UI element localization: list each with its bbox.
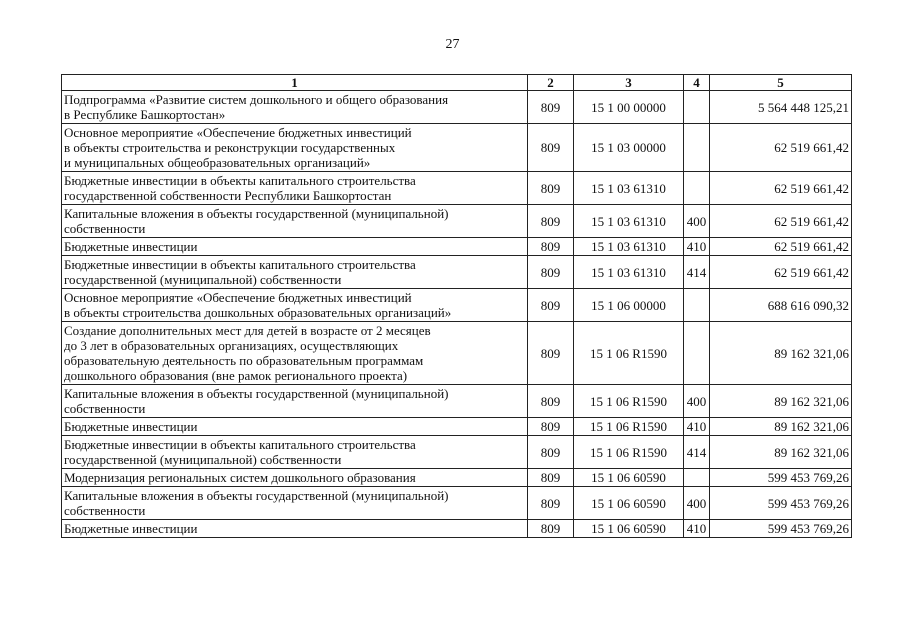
row-vr-cell: 400 [684, 487, 710, 520]
row-vr-cell [684, 469, 710, 487]
row-ved-cell: 809 [528, 520, 574, 538]
row-vr-cell: 410 [684, 238, 710, 256]
row-vr-cell [684, 289, 710, 322]
row-sum-cell: 89 162 321,06 [710, 436, 852, 469]
row-name-cell: Подпрограмма «Развитие систем дошкольного и общего образования в Республике Башкортостан» [62, 91, 528, 124]
row-sum-cell: 62 519 661,42 [710, 256, 852, 289]
row-sum-cell: 62 519 661,42 [710, 172, 852, 205]
table-row [62, 238, 852, 256]
table-body [62, 91, 852, 538]
table-row [62, 256, 852, 289]
row-name-cell: Основное мероприятие «Обеспечение бюджетных инвестиций в объекты строительства дошкольных образовательных организаций» [62, 289, 528, 322]
row-vr-cell [684, 172, 710, 205]
row-ved-cell: 809 [528, 238, 574, 256]
header-row [62, 75, 852, 91]
row-ved-cell: 809 [528, 469, 574, 487]
row-csr-cell: 15 1 06 60590 [574, 469, 684, 487]
row-csr-cell: 15 1 06 R1590 [574, 418, 684, 436]
row-vr-cell: 414 [684, 436, 710, 469]
table-row [62, 520, 852, 538]
row-vr-cell: 400 [684, 205, 710, 238]
row-sum-cell: 688 616 090,32 [710, 289, 852, 322]
row-vr-cell [684, 322, 710, 385]
row-vr-cell [684, 91, 710, 124]
row-ved-cell: 809 [528, 487, 574, 520]
row-ved-cell: 809 [528, 124, 574, 172]
table-row [62, 436, 852, 469]
row-name-cell: Бюджетные инвестиции [62, 418, 528, 436]
row-vr-cell: 414 [684, 256, 710, 289]
row-name-cell: Бюджетные инвестиции [62, 520, 528, 538]
header-col-4: 4 [684, 75, 710, 91]
row-name-cell: Создание дополнительных мест для детей в возрасте от 2 месяцев до 3 лет в образовательных организациях, осуществляющих образовательную деятельность по образовательным программам дошкольного образования (вне рамок регионального проекта) [62, 322, 528, 385]
row-name-cell: Основное мероприятие «Обеспечение бюджетных инвестиций в объекты строительства и реконструкции государственных и муниципальных общеобразовательных организаций» [62, 124, 528, 172]
table-row [62, 124, 852, 172]
header-col-5: 5 [710, 75, 852, 91]
row-name-cell: Бюджетные инвестиции в объекты капитального строительства государственной собственности Республики Башкортостан [62, 172, 528, 205]
table-row [62, 205, 852, 238]
row-sum-cell: 89 162 321,06 [710, 418, 852, 436]
table-row [62, 385, 852, 418]
table-row [62, 469, 852, 487]
row-sum-cell: 62 519 661,42 [710, 205, 852, 238]
row-csr-cell: 15 1 06 R1590 [574, 436, 684, 469]
table-row [62, 91, 852, 124]
row-csr-cell: 15 1 06 60590 [574, 520, 684, 538]
row-name-cell: Модернизация региональных систем дошкольного образования [62, 469, 528, 487]
table-row [62, 322, 852, 385]
row-sum-cell: 62 519 661,42 [710, 124, 852, 172]
row-csr-cell: 15 1 03 61310 [574, 205, 684, 238]
row-sum-cell: 599 453 769,26 [710, 469, 852, 487]
row-ved-cell: 809 [528, 418, 574, 436]
table-row [62, 418, 852, 436]
row-ved-cell: 809 [528, 322, 574, 385]
header-col-2: 2 [528, 75, 574, 91]
row-sum-cell: 5 564 448 125,21 [710, 91, 852, 124]
row-vr-cell: 410 [684, 520, 710, 538]
row-csr-cell: 15 1 03 61310 [574, 256, 684, 289]
row-ved-cell: 809 [528, 289, 574, 322]
row-vr-cell [684, 124, 710, 172]
row-csr-cell: 15 1 00 00000 [574, 91, 684, 124]
row-vr-cell: 400 [684, 385, 710, 418]
header-col-1: 1 [62, 75, 528, 91]
row-csr-cell: 15 1 06 00000 [574, 289, 684, 322]
row-name-cell: Капитальные вложения в объекты государственной (муниципальной) собственности [62, 487, 528, 520]
row-csr-cell: 15 1 06 60590 [574, 487, 684, 520]
row-csr-cell: 15 1 03 61310 [574, 172, 684, 205]
row-name-cell: Бюджетные инвестиции в объекты капитального строительства государственной (муниципальной) собственности [62, 436, 528, 469]
row-ved-cell: 809 [528, 205, 574, 238]
row-csr-cell: 15 1 06 R1590 [574, 385, 684, 418]
row-ved-cell: 809 [528, 172, 574, 205]
row-name-cell: Бюджетные инвестиции [62, 238, 528, 256]
row-ved-cell: 809 [528, 385, 574, 418]
row-name-cell: Капитальные вложения в объекты государственной (муниципальной) собственности [62, 385, 528, 418]
row-sum-cell: 89 162 321,06 [710, 322, 852, 385]
row-ved-cell: 809 [528, 436, 574, 469]
row-sum-cell: 599 453 769,26 [710, 487, 852, 520]
table-row [62, 172, 852, 205]
row-sum-cell: 89 162 321,06 [710, 385, 852, 418]
table-row [62, 289, 852, 322]
row-csr-cell: 15 1 06 R1590 [574, 322, 684, 385]
row-sum-cell: 599 453 769,26 [710, 520, 852, 538]
row-sum-cell: 62 519 661,42 [710, 238, 852, 256]
row-ved-cell: 809 [528, 256, 574, 289]
budget-table [61, 74, 852, 538]
page-number: 27 [445, 37, 460, 52]
row-name-cell: Капитальные вложения в объекты государственной (муниципальной) собственности [62, 205, 528, 238]
row-csr-cell: 15 1 03 00000 [574, 124, 684, 172]
table-row [62, 487, 852, 520]
row-name-cell: Бюджетные инвестиции в объекты капитального строительства государственной (муниципальной) собственности [62, 256, 528, 289]
row-vr-cell: 410 [684, 418, 710, 436]
header-col-3: 3 [574, 75, 684, 91]
row-csr-cell: 15 1 03 61310 [574, 238, 684, 256]
row-ved-cell: 809 [528, 91, 574, 124]
